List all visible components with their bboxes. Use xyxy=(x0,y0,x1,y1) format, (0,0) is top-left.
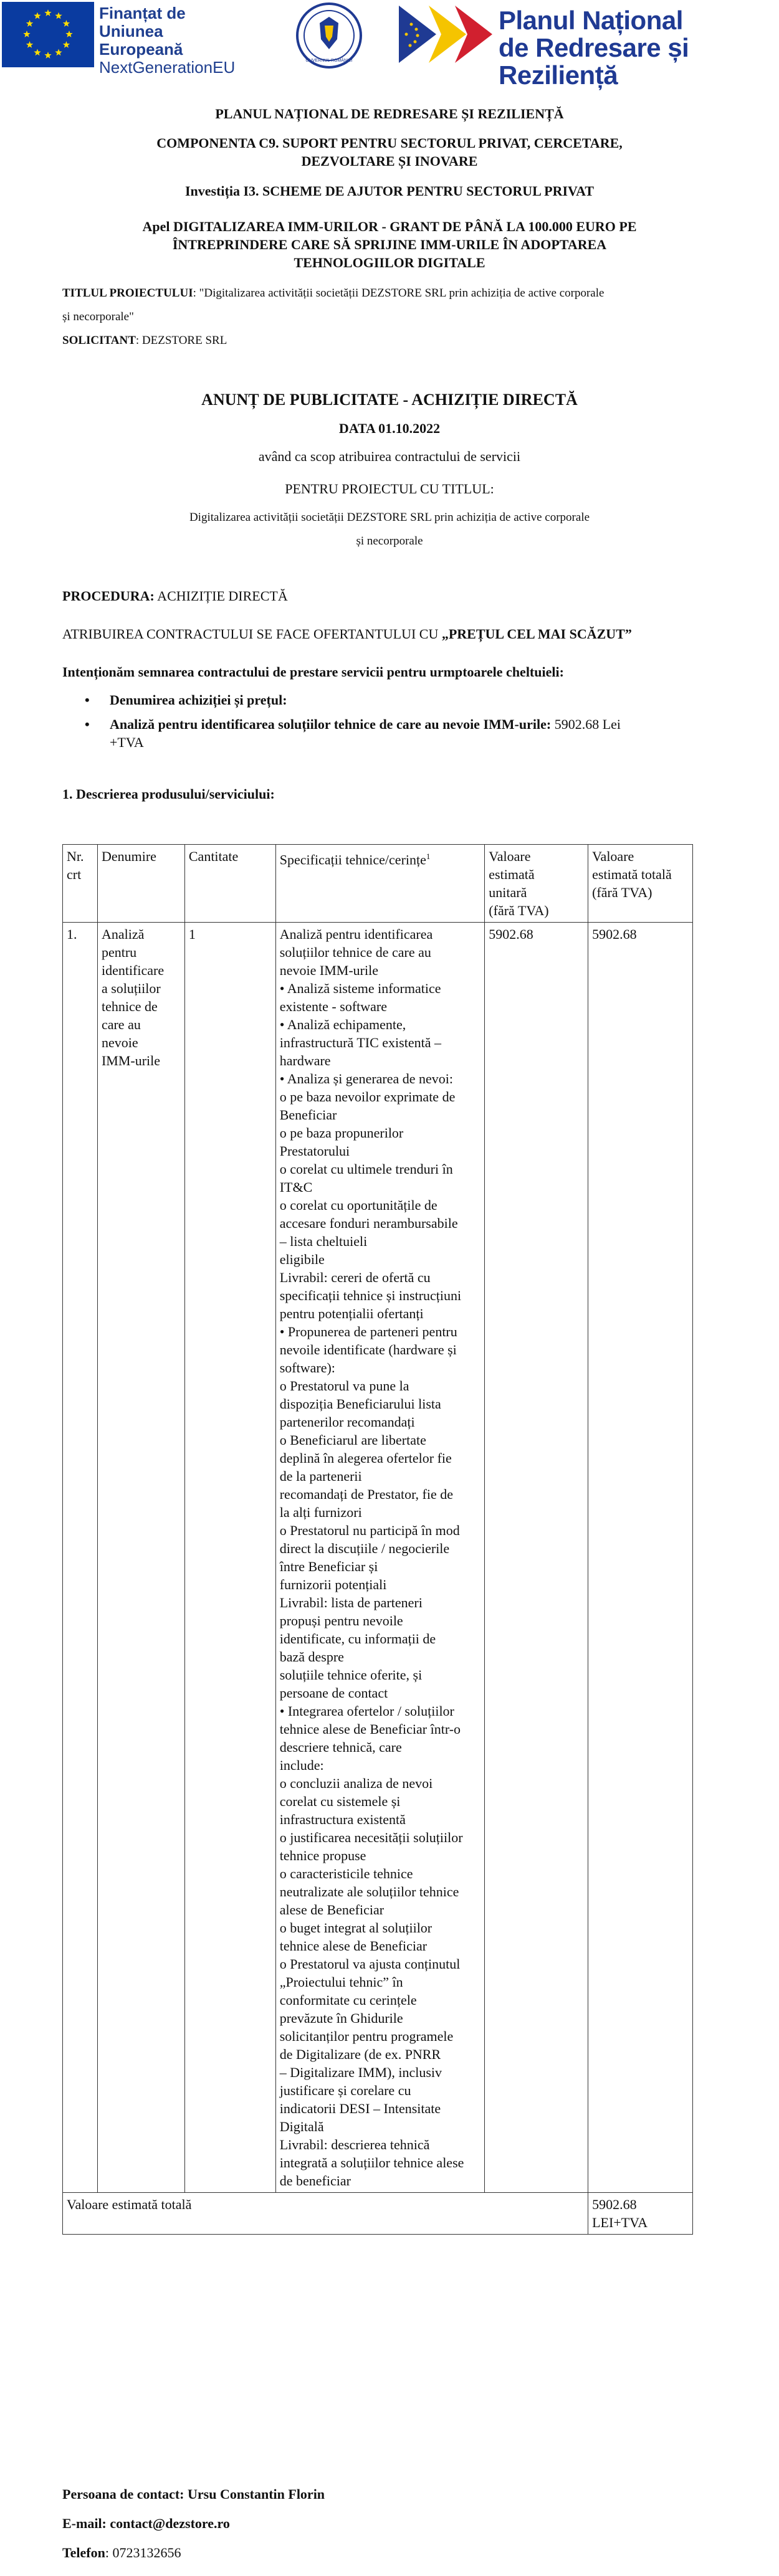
header-spec: Specificații tehnice/cerințe$^1$ xyxy=(275,845,485,923)
row-total-value: 5902.68 xyxy=(588,923,693,2193)
procedure-label: PROCEDURA: xyxy=(62,588,155,604)
announcement-scope: având ca scop atribuirea contractului de servicii xyxy=(258,449,521,464)
row-name-line: identificare xyxy=(101,962,165,978)
eu-funding-logo xyxy=(2,2,245,77)
spec-line: – Digitalizare IMM), inclusiv xyxy=(279,2065,442,2080)
spec-line: o justificarea necesității soluțiilor xyxy=(279,1830,463,1845)
spec-line: tehnice propuse xyxy=(279,1848,366,1863)
table-footer-row xyxy=(63,2193,693,2235)
spec-line: soluțiile tehnice oferite, și xyxy=(279,1667,423,1683)
header-name: Denumire xyxy=(97,845,184,923)
spec-line: de la partenerii xyxy=(279,1468,362,1484)
spec-line: justificare și corelare cu xyxy=(279,2083,411,2098)
footer-label: Valoare estimată totală xyxy=(63,2193,588,2235)
spec-line: la alți furnizori xyxy=(279,1504,362,1520)
project-title-label: TITLUL PROIECTULUI xyxy=(62,287,193,300)
spec-line: o concluzii analiza de nevoi xyxy=(279,1775,433,1791)
header-total-value: Valoare estimată totală (fără TVA) xyxy=(588,845,693,923)
spec-line: neutralizate ale soluțiilor tehnice xyxy=(279,1884,459,1899)
header-unit-value: Valoare estimată unitară (fără TVA) xyxy=(485,845,588,923)
spec-line: corelat cu sistemele și xyxy=(279,1794,401,1809)
spec-line: o Prestatorul va ajusta conținutul xyxy=(279,1956,461,1972)
spec-line: soluțiilor tehnice de care au xyxy=(279,944,431,960)
row-name-line: IMM-urile xyxy=(101,1053,161,1068)
spec-line: hardware xyxy=(279,1053,331,1068)
spec-line: identificate, cu informații de xyxy=(279,1631,436,1647)
header-qty: Cantitate xyxy=(184,845,275,923)
contact-phone-line xyxy=(62,2544,710,2562)
spec-line: o pe baza nevoilor exprimate de xyxy=(279,1089,456,1105)
row-unit-value: 5902.68 xyxy=(485,923,588,2193)
email-label: E-mail: xyxy=(62,2516,110,2531)
gov-emblem-text: GUVERNUL ROMÂNIEI xyxy=(305,59,353,63)
spec-line: Livrabil: cereri de ofertă cu xyxy=(279,1270,431,1285)
procedure-line xyxy=(62,587,710,605)
row-name-line: care au xyxy=(101,1017,141,1032)
header-logos xyxy=(0,0,779,90)
bullet-2-continuation: +TVA xyxy=(110,734,144,750)
spec-line: nevoie IMM-urile xyxy=(279,962,378,978)
contact-email-line xyxy=(62,2514,710,2532)
plan-title: PLANUL NAȚIONAL DE REDRESARE ȘI REZILIENȚĂ xyxy=(215,106,564,121)
row-name-line: nevoie xyxy=(101,1035,138,1050)
row-qty: 1 xyxy=(184,923,275,2193)
spec-line: dispoziția Beneficiarului lista xyxy=(279,1396,441,1412)
project-title-block xyxy=(62,284,710,303)
spec-line: solicitanților pentru programele xyxy=(279,2028,454,2044)
spec-line: • Propunerea de parteneri pentru xyxy=(279,1324,457,1339)
spec-line: existente - software xyxy=(279,999,387,1014)
spec-line: deplină în alegerea ofertelor fie xyxy=(279,1450,452,1466)
intent-line: Intenționăm semnarea contractului de prestare servicii pentru urmptoarele cheltuieli: xyxy=(62,664,564,680)
romanian-government-emblem-icon xyxy=(295,2,363,69)
announcement-project-title-1: Digitalizarea activității societății DEZSTORE SRL prin achiziția de active corporale xyxy=(189,511,590,524)
spec-line: eligibile xyxy=(279,1252,325,1267)
row-name-line: pentru xyxy=(101,944,137,960)
row-nr: 1. xyxy=(63,923,98,2193)
component-line-2: DEZVOLTARE ȘI INOVARE xyxy=(301,153,478,169)
spec-line: o Prestatorul nu participă în mod xyxy=(279,1523,460,1538)
spec-line: o corelat cu ultimele trenduri în xyxy=(279,1161,453,1177)
spec-line: persoane de contact xyxy=(279,1685,388,1701)
eu-flag-icon xyxy=(2,2,94,67)
spec-line: prevăzute în Ghidurile xyxy=(279,2010,403,2026)
eu-line-2: Uniunea Europeană xyxy=(99,22,183,59)
spec-line: Prestatorului xyxy=(279,1143,350,1159)
email-link[interactable]: contact@dezstore.ro xyxy=(110,2516,230,2531)
procedure-value: ACHIZIȚIE DIRECTĂ xyxy=(154,588,288,604)
spec-line: accesare fonduri nerambursabile xyxy=(279,1215,458,1231)
bullet-2-value: 5902.68 Lei xyxy=(551,716,621,732)
row-name-line: a soluțiilor xyxy=(101,981,161,996)
spec-line: între Beneficiar și xyxy=(279,1559,378,1574)
award-criterion: „PREȚUL CEL MAI SCĂZUT” xyxy=(441,626,632,642)
spec-line: nevoile identificate (hardware și xyxy=(279,1342,457,1357)
call-line-1: Apel DIGITALIZAREA IMM-URILOR - GRANT DE PÂNĂ LA 100.000 EURO PE xyxy=(142,219,637,234)
spec-line: infrastructură TIC existentă – xyxy=(279,1035,441,1050)
spec-line: partenerilor recomandați xyxy=(279,1414,415,1430)
spec-line: de Digitalizare (de ex. PNRR xyxy=(279,2046,441,2062)
spec-line: IT&C xyxy=(279,1179,313,1195)
spec-line: conformitate cu cerințele xyxy=(279,1992,417,2008)
spec-line: Analiză pentru identificarea xyxy=(279,926,433,942)
project-title-value: : "Digitalizarea activității societății DEZSTORE SRL prin achiziția de active corporale xyxy=(193,287,605,300)
pnrr-line-2: de Redresare și Reziliență xyxy=(499,33,689,90)
announcement-heading: ANUNȚ DE PUBLICITATE - ACHIZIȚIE DIRECTĂ xyxy=(201,391,578,409)
pnrr-line-1: Planul Național xyxy=(499,6,683,35)
applicant-label: SOLICITANT xyxy=(62,334,136,347)
award-line xyxy=(62,625,710,643)
spec-line: include: xyxy=(279,1757,324,1773)
spec-line: Digitală xyxy=(279,2119,324,2134)
spec-line: o corelat cu oportunitățile de xyxy=(279,1197,437,1213)
row-name-line: Analiză xyxy=(101,926,145,942)
announcement-for-project: PENTRU PROIECTUL CU TITLUL: xyxy=(285,481,494,497)
spec-line: direct la discuțiile / negocierile xyxy=(279,1541,450,1556)
spec-line: descriere tehnică, care xyxy=(279,1739,402,1755)
spec-line: infrastructura existentă xyxy=(279,1812,406,1827)
row-name-line: tehnice de xyxy=(101,999,158,1014)
phone-value: : 0723132656 xyxy=(105,2545,181,2560)
spec-line: o pe baza propunerilor xyxy=(279,1125,404,1141)
contact-person: Persoana de contact: Ursu Constantin Florin xyxy=(62,2486,325,2502)
header-nr: Nr. crt xyxy=(63,845,98,923)
spec-line: • Analiză echipamente, xyxy=(279,1017,406,1032)
eu-line-3: NextGenerationEU xyxy=(99,58,236,77)
row-name xyxy=(97,923,184,2193)
bullet-2-dot: • xyxy=(85,716,90,732)
spec-line: o caracteristicile tehnice xyxy=(279,1866,413,1881)
applicant-value: : DEZSTORE SRL xyxy=(135,334,227,347)
spec-line: tehnice alese de Beneficiar într-o xyxy=(279,1721,461,1737)
phone-label: Telefon xyxy=(62,2545,105,2560)
spec-line: software): xyxy=(279,1360,335,1376)
bullet-1-dot: • xyxy=(85,692,90,708)
bullet-2-label: Analiză pentru identificarea soluțiilor tehnice de care au nevoie IMM-urile: xyxy=(110,716,552,732)
call-line-3: TEHNOLOGIILOR DIGITALE xyxy=(294,255,485,270)
bullet-1: Denumirea achiziției și prețul: xyxy=(110,692,287,708)
call-line-2: ÎNTREPRINDERE CARE SĂ SPRIJINE IMM-URILE ÎN ADOPTAREA xyxy=(172,237,607,252)
spec-line: – lista cheltuieli xyxy=(279,1233,368,1249)
spec-line: bază despre xyxy=(279,1649,344,1665)
eu-line-1: Finanțat de xyxy=(99,4,186,22)
spec-line: o Prestatorul va pune la xyxy=(279,1378,409,1394)
services-table xyxy=(62,844,693,2235)
row-spec xyxy=(275,923,485,2193)
spec-line: pentru potențialii ofertanți xyxy=(279,1306,424,1321)
bullet-2 xyxy=(110,715,708,733)
component-line-1: COMPONENTA C9. SUPORT PENTRU SECTORUL PRIVAT, CERCETARE, xyxy=(156,135,623,151)
spec-line: • Analiza și generarea de nevoi: xyxy=(279,1071,454,1086)
spec-line: propuși pentru nevoile xyxy=(279,1613,403,1628)
announcement-project-title-2: și necorporale xyxy=(356,535,423,548)
investment-title: Investiția I3. SCHEME DE AJUTOR PENTRU SECTORUL PRIVAT xyxy=(184,183,595,199)
spec-line: integrată a soluțiilor tehnice alese xyxy=(279,2155,464,2170)
spec-line: Livrabil: descrierea tehnică xyxy=(279,2137,430,2152)
section-1-title: 1. Descrierea produsului/serviciului: xyxy=(62,786,275,802)
spec-line: Livrabil: lista de parteneri xyxy=(279,1595,423,1610)
pnrr-mark-icon xyxy=(399,6,492,63)
table-header-row xyxy=(63,845,693,923)
spec-line: • Integrarea ofertelor / soluțiilor xyxy=(279,1703,454,1719)
spec-line: Beneficiar xyxy=(279,1107,337,1123)
project-title-continuation: și necorporale" xyxy=(62,310,134,323)
spec-line: o Beneficiarul are libertate xyxy=(279,1432,426,1448)
award-prefix: ATRIBUIREA CONTRACTULUI SE FACE OFERTANTULUI CU xyxy=(62,626,442,642)
applicant-block xyxy=(62,331,710,350)
spec-line: furnizorii potențiali xyxy=(279,1577,387,1592)
pnrr-logo xyxy=(399,2,779,90)
spec-line: „Proiectului tehnic” în xyxy=(279,1974,403,1990)
spec-line: de beneficiar xyxy=(279,2173,351,2189)
announcement-date: DATA 01.10.2022 xyxy=(338,421,441,436)
spec-line: • Analiză sisteme informatice xyxy=(279,981,441,996)
spec-line: o buget integrat al soluțiilor xyxy=(279,1920,433,1936)
spec-line: specificații tehnice și instrucțiuni xyxy=(279,1288,462,1303)
spec-line: recomandați de Prestator, fie de xyxy=(279,1486,454,1502)
spec-line: tehnice alese de Beneficiar xyxy=(279,1938,428,1954)
footer-value: 5902.68 LEI+TVA xyxy=(588,2193,693,2235)
spec-line: indicatorii DESI – Intensitate xyxy=(279,2101,441,2116)
spec-line: alese de Beneficiar xyxy=(279,1902,385,1918)
table-row xyxy=(63,923,693,2193)
